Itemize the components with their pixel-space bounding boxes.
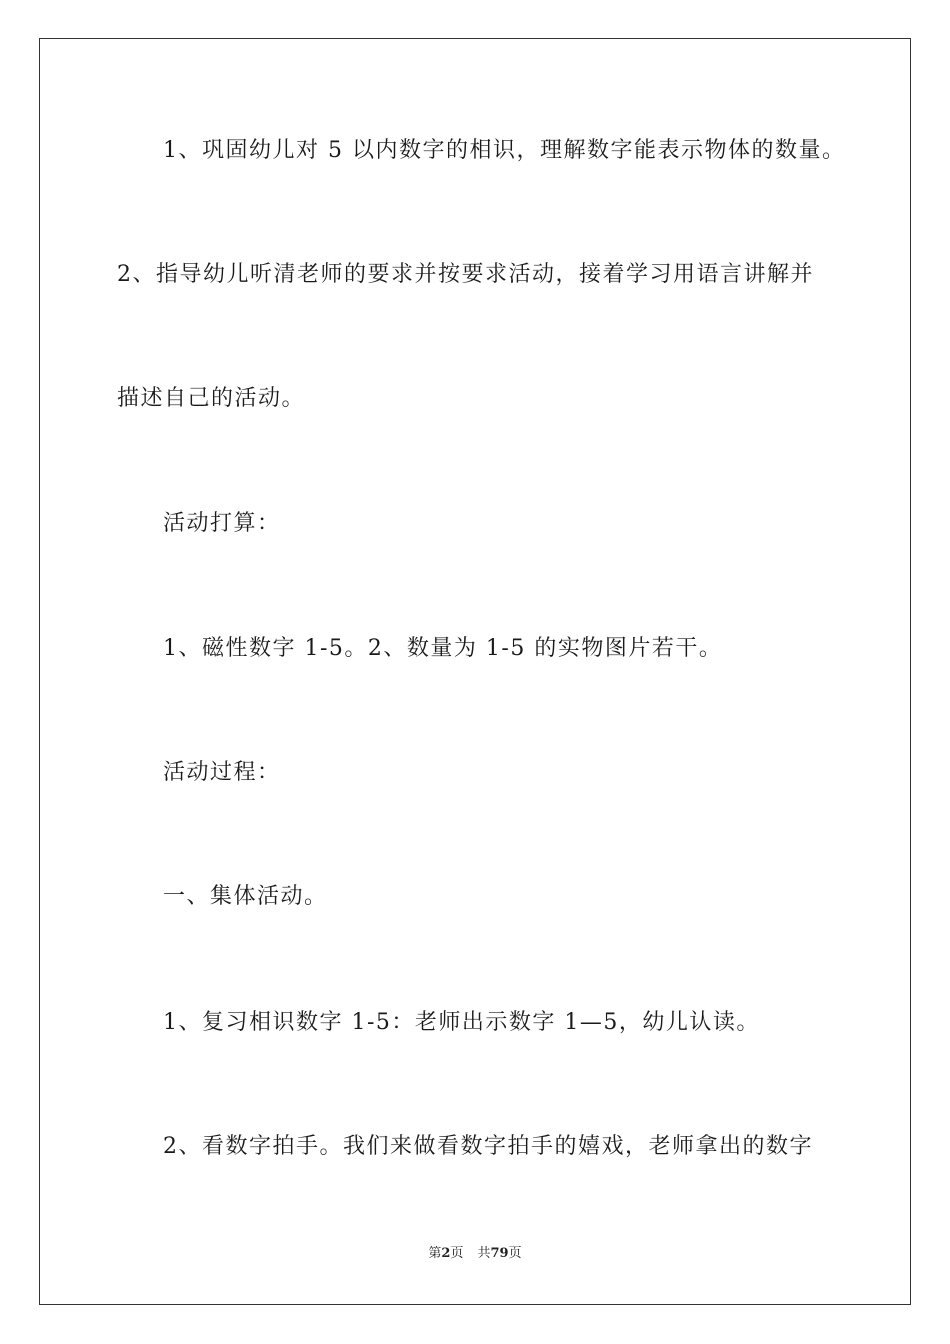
heading-activity-preparation: 活动打算：: [163, 511, 281, 536]
heading-activity-process: 活动过程：: [163, 760, 281, 785]
footer-page-suffix: 页: [450, 1246, 464, 1261]
page-border: [39, 38, 911, 1305]
paragraph-step-2: 2、看数字拍手。我们来做看数字拍手的嬉戏，老师拿出的数字: [163, 1134, 813, 1159]
paragraph-objective-2-continued: 描述自己的活动。: [117, 386, 306, 411]
footer-page-prefix: 第: [428, 1246, 442, 1261]
footer-total-prefix: 共: [477, 1246, 491, 1261]
footer-page-number: 2: [441, 1246, 451, 1261]
footer-total-suffix: 页: [508, 1246, 522, 1261]
footer-total-pages: 79: [490, 1246, 509, 1261]
paragraph-objective-2: 2、指导幼儿听清老师的要求并按要求活动，接着学习用语言讲解并: [117, 262, 814, 287]
paragraph-materials: 1、磁性数字 1-5。2、数量为 1-5 的实物图片若干。: [163, 636, 723, 661]
heading-group-activity: 一、集体活动。: [163, 884, 328, 909]
page-footer: [0, 1245, 950, 1263]
paragraph-step-1: 1、复习相识数字 1-5：老师出示数字 1—5，幼儿认读。: [163, 1010, 760, 1035]
paragraph-objective-1: 1、巩固幼儿对 5 以内数字的相识，理解数字能表示物体的数量。: [163, 138, 846, 163]
